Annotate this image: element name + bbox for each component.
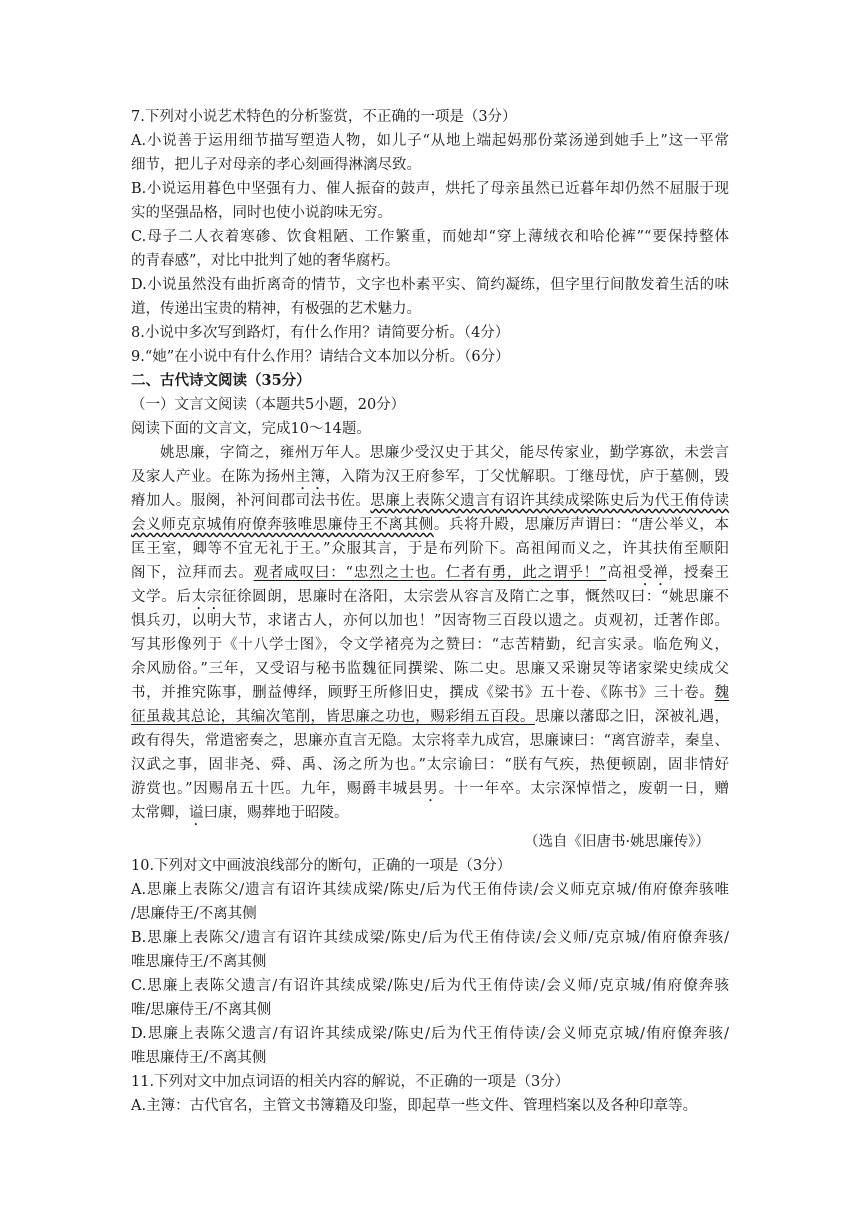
passage-line: 征虽裁其总论，其编次笔削，皆思廉之功也，赐彩绢五百段。思廉以藩邸之旧，深被礼遇， <box>131 709 730 725</box>
passage-line: 写其形像列于《十八学士图》，令文学褚亮为之赞曰：“志苦精勤，纪言实录。临危殉义， <box>131 637 729 653</box>
q11-stem: 11.下列对文中加点词语的相关内容的解说，不正确的一项是（3分） <box>131 1074 570 1090</box>
wavy-underlined-text: 会义师克京城侑府僚奔骇唯思廉侍王不离其侧 <box>131 517 434 533</box>
passage-line: 政有得失，常遣密奏之，思廉亦直言无隐。太宗将幸九成宫，思廉谏曰：“离宫游幸，秦皇、 <box>131 733 729 749</box>
q10-stem: 10.下列对文中画波浪线部分的断句，正确的一项是（3分） <box>131 858 512 874</box>
passage-line: 太常卿，谥曰康，赐葬地于昭陵。 <box>131 805 349 821</box>
q7-stem: 7.下列对小说艺术特色的分析鉴赏，不正确的一项是（3分） <box>131 109 517 125</box>
passage-line <box>131 489 729 513</box>
passage-line: 余风励俗。”三年，又受诏与秘书监魏征同撰梁、陈二史。思廉又采谢炅等诸家梁史续成父 <box>131 661 729 677</box>
passage-line: 会义师克京城侑府僚奔骇唯思廉侍王不离其侧。兵将升殿，思廉厉声谓曰：“唐公举义，本 <box>131 517 729 533</box>
underlined-sentence: 征虽裁其总论，其编次笔削，皆思廉之功也，赐彩绢五百段。 <box>131 709 535 725</box>
q9-stem: 9.“她”在小说中有什么作用？请结合文本加以分析。（6分） <box>131 349 510 365</box>
subsection-heading: （一）文言文阅读（本题共5小题，20分） <box>131 397 406 413</box>
passage-line: 匡王室，卿等不宜无礼于王。”众服其言，于是布列阶下。高祖闻而义之，许其扶侑至顺阳 <box>131 541 729 557</box>
q10-option-b-line2: 唯思廉侍王/不离其侧 <box>131 954 267 970</box>
reading-instruction: 阅读下面的文言文，完成10～14题。 <box>131 421 371 437</box>
dotted-term: 男 <box>423 781 439 797</box>
dotted-term: 谥 <box>189 805 204 821</box>
dotted-term: 主簿 <box>295 469 326 485</box>
dotted-term: 太宗 <box>191 589 222 605</box>
section-heading: 二、古代诗文阅读（35分） <box>131 372 311 389</box>
passage-line: 及家人产业。在陈为扬州主簿，入隋为汉王府参军，丁父忧解职。丁继母忧，庐于墓侧，毁 <box>131 469 730 485</box>
q10-option-c-line1: C.思廉上表陈父遗言/有诏许其续成梁/陈史/后为代王侑侍读/会义师/克京城/侑府僚奔骇 <box>131 978 729 994</box>
passage-line: 姚思廉，字简之，雍州万年人。思廉少受汉史于其父，能尽传家业，勤学寡欲，未尝言 <box>160 445 729 461</box>
wavy-line-text: 瘠加人。服阕，补河间郡司法书佐。思廉上表陈父遗言有诏许其续成梁陈史后为代王侑侍读 <box>131 493 730 509</box>
q10-option-d-line1: D.思廉上表陈父遗言/有诏许其续成梁/陈史/后为代王侑侍读/会义师克京城/侑府僚奔骇/ <box>131 1026 729 1042</box>
q10-option-b-line1: B.思廉上表陈父/遗言有诏许其续成梁/陈史/后为代王侑侍读/会义师/克京城/侑府僚奔骇/ <box>131 930 729 946</box>
q7-option-b-line2: 实的坚强品格，同时也使小说韵味无穷。 <box>131 205 392 221</box>
q7-option-d-line1: D.小说虽然没有曲折离奇的情节，文字也朴素平实、简约凝练，但字里行间散发着生活的味 <box>131 277 729 293</box>
q8-stem: 8.小说中多次写到路灯，有什么作用？请简要分析。（4分） <box>131 325 510 341</box>
q7-option-b-line1: B.小说运用暮色中坚强有力、催人振奋的鼓声，烘托了母亲虽然已近暮年却仍然不屈服于现 <box>131 181 729 197</box>
passage-line: 游赏也。”因赐帛五十匹。九年，赐爵丰城县男。十一年卒。太宗深悼惜之，废朝一日，赠 <box>131 781 730 797</box>
q10-option-d-line2: 唯思廉侍王/不离其侧 <box>131 1050 267 1066</box>
q10-option-a-line2: /思廉侍王/不离其侧 <box>131 906 257 922</box>
q7-option-a-line2: 细节，把儿子对母亲的孝心刻画得淋漓尽致。 <box>131 157 421 173</box>
underlined-sentence: 观者咸叹曰：“忠烈之士也。仁者有勇，此之谓乎！” <box>253 565 607 581</box>
wavy-underlined-text: 思廉上表陈父遗言有诏许其续成梁陈史后为代王侑侍读 <box>370 493 730 509</box>
passage-line: 文学。后太宗征徐圆朗，思廉时在洛阳，太宗尝从容言及隋亡之事，慨然叹曰：“姚思廉不 <box>131 589 730 605</box>
passage-line: 书，并推究陈事，删益傅绎，顾野王所修旧史，撰成《梁书》五十卷、《陈书》三十卷。魏 <box>131 685 729 701</box>
underlined-sentence: 魏 <box>714 685 729 701</box>
q10-option-a-line1: A.思廉上表陈父/遗言有诏许其续成梁/陈史/后为代王侑侍读/会义师克京城/侑府僚奔骇唯 <box>131 882 729 898</box>
q7-option-c-line1: C.母子二人衣着寒碜、饮食粗陋、工作繁重，而她却“穿上薄绒衣和哈伦裤”“要保持整体 <box>131 229 729 245</box>
dotted-term: 受禅 <box>637 565 669 581</box>
passage-line: 阁下，泣拜而去。观者咸叹曰：“忠烈之士也。仁者有勇，此之谓乎！”高祖受禅，授秦王 <box>131 565 730 581</box>
q7-option-a-line1: A.小说善于运用细节描写塑造人物，如儿子“从地上端起妈那份菜汤递到她手上”这一平常 <box>131 133 729 149</box>
q11-option-a-line1: A.主簿：古代官名，主管文书簿籍及印鉴，即起草一些文件、管理档案以及各种印章等。 <box>131 1098 698 1114</box>
passage-source: （选自《旧唐书·姚思廉传》） <box>524 834 710 850</box>
q10-option-c-line2: 唯/思廉侍王/不离其侧 <box>131 1002 272 1018</box>
q7-option-d-line2: 道，传递出宝贵的精神，有极强的艺术魅力。 <box>131 301 421 317</box>
q7-option-c-line2: 的青春感”，对比中批判了她的奢华腐朽。 <box>131 253 400 269</box>
passage-line: 惧兵刃，以明大节，求诸古人，亦何以加也！”因寄物三百段以遗之。贞观初，迁著作郎。 <box>131 613 729 629</box>
passage-line: 汉武之事，固非尧、舜、禹、汤之所为也。”太宗谕曰：“朕有气疾，热便顿剧，固非情好 <box>131 757 729 773</box>
